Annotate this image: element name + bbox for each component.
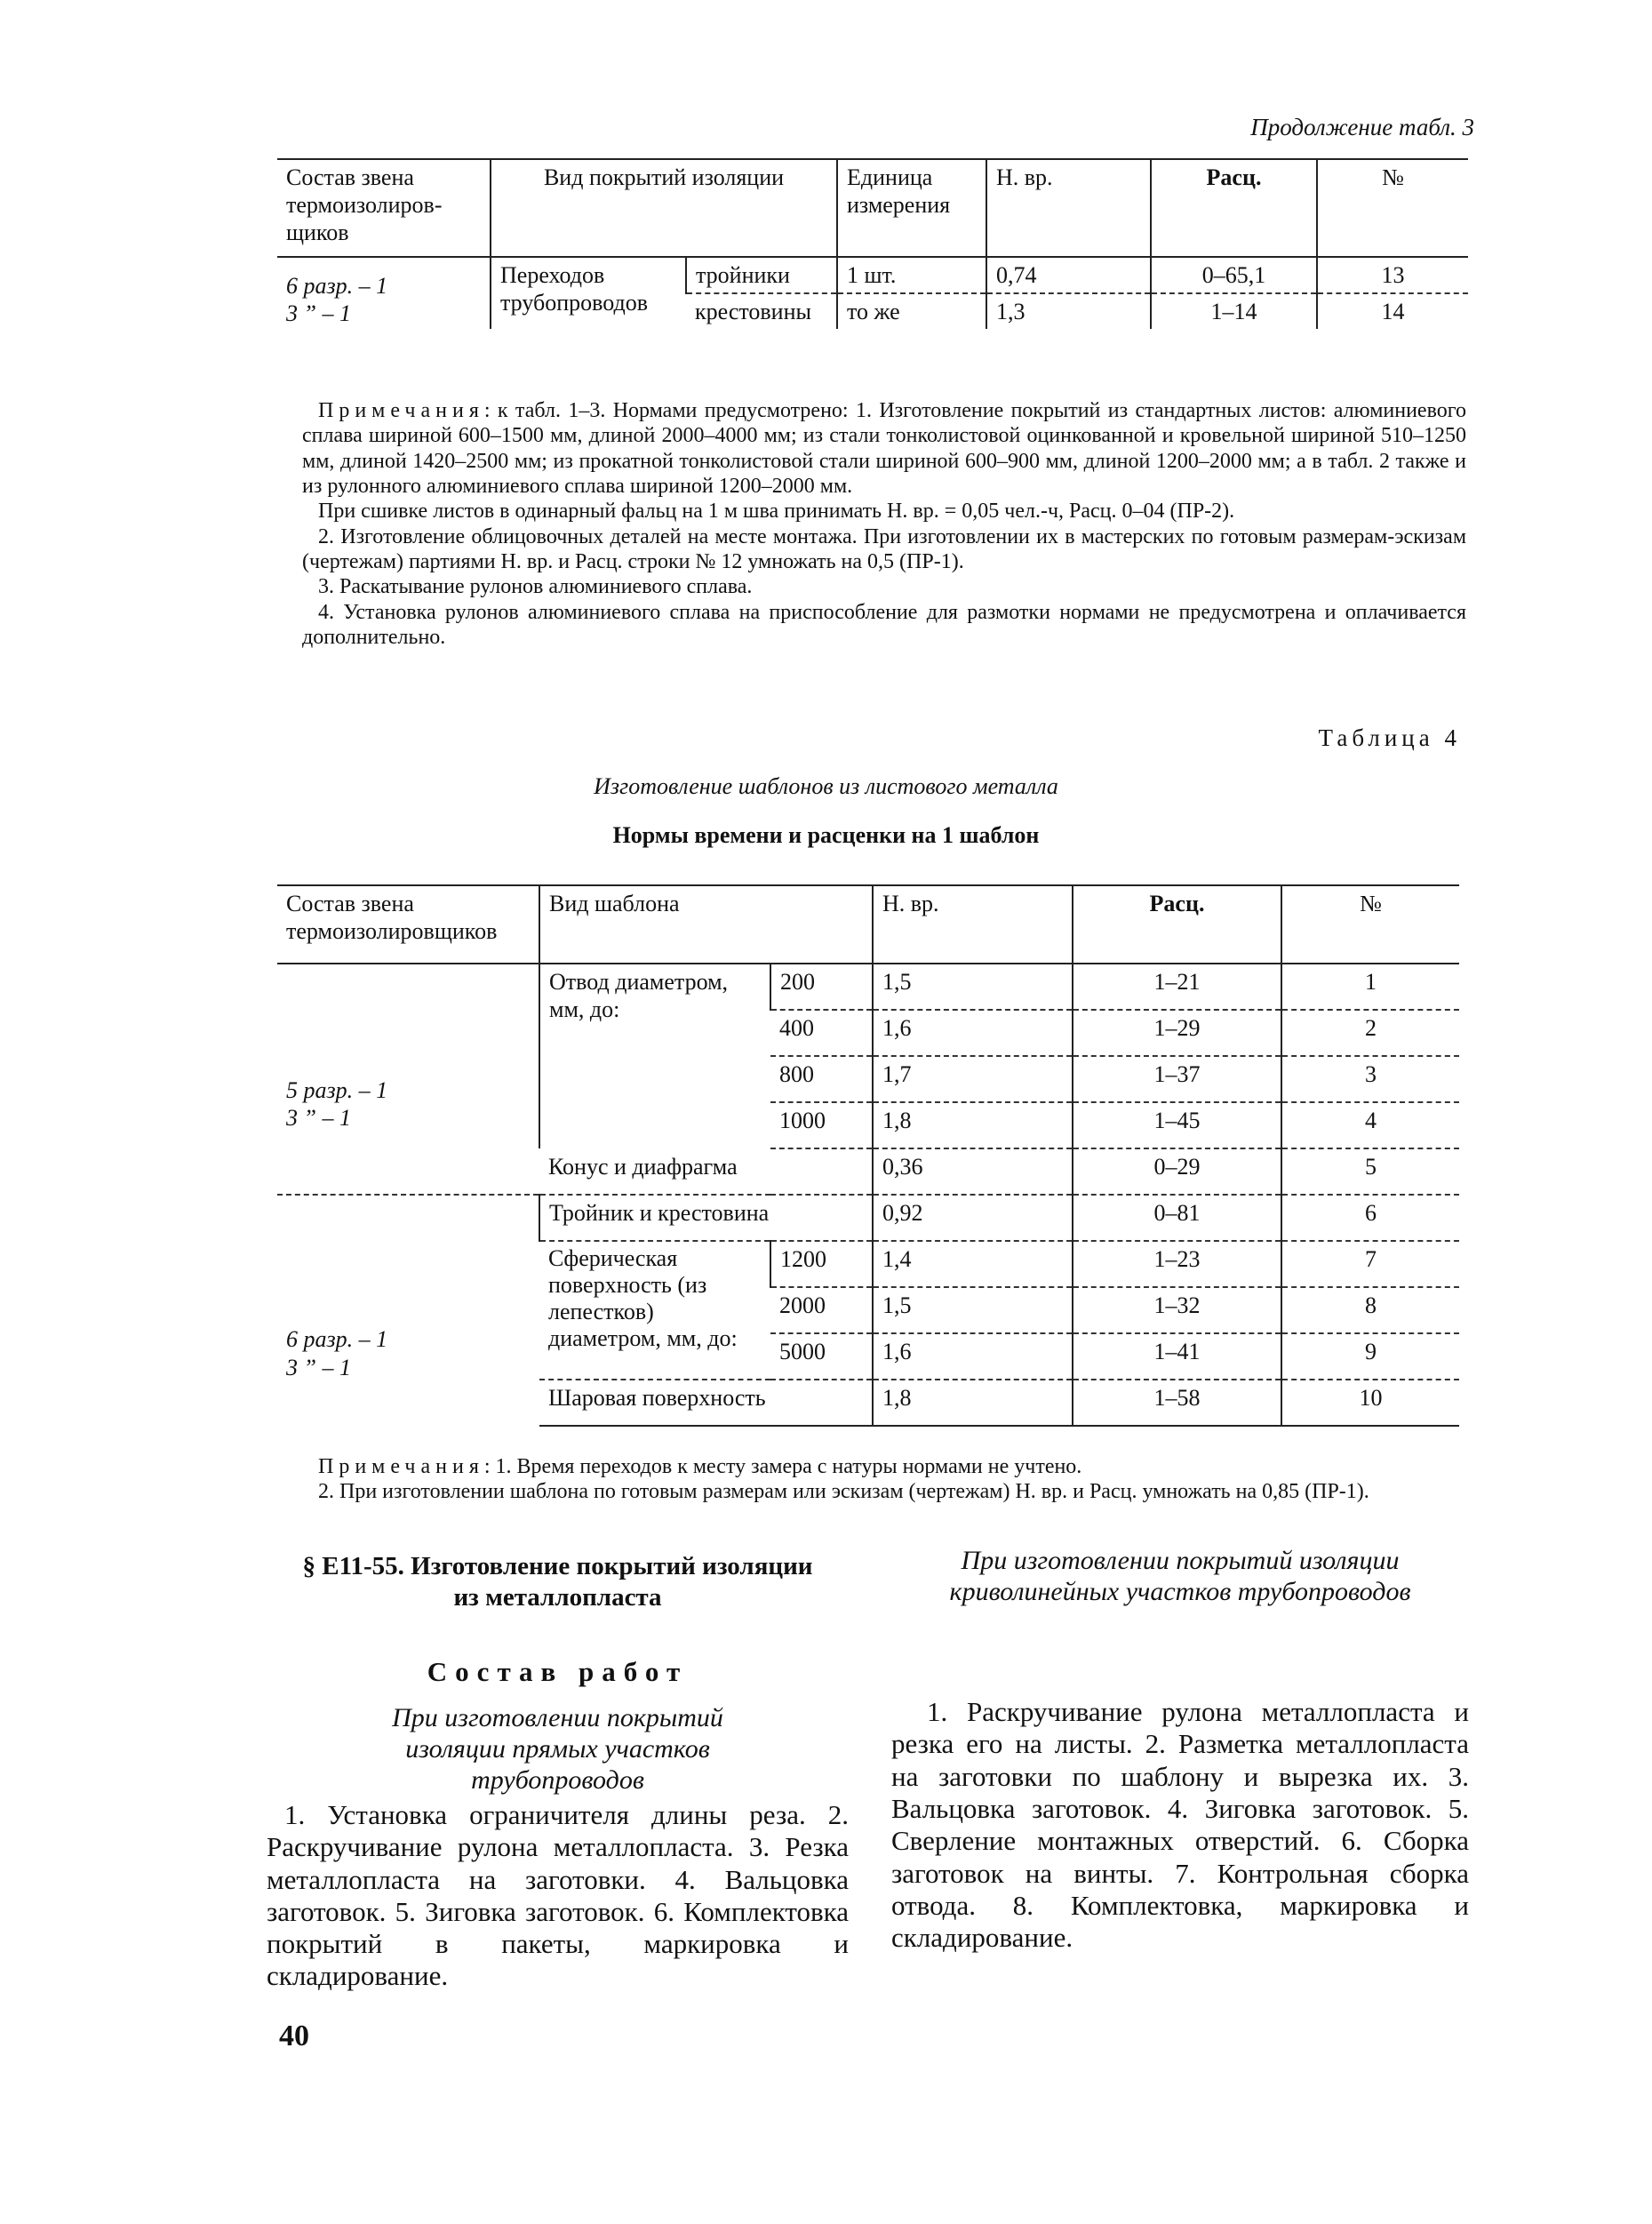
name-cell: Конус и диафрагма [539, 1148, 873, 1195]
right-column [891, 1545, 1469, 1954]
num-cell: 7 [1281, 1241, 1459, 1287]
header-unit: Единица измерения [837, 159, 986, 257]
note-text: : 1. Время переходов к месту замера с натуры нормами не учтено. [483, 1455, 1082, 1478]
left-text: 1. Установка ограничителя длины реза. 2. Раскручивание рулона металлопласта. 3. Резка металлопласта на заготовки. 4. Вальцовка заготовок. 5. Зиговка заготовок. 6. Комплектовка покрытий в пакеты, маркировка и складирование. [267, 1799, 849, 1992]
num-cell: 8 [1281, 1287, 1459, 1333]
nvr-cell: 1,6 [873, 1010, 1073, 1056]
table-row [277, 257, 1468, 293]
rasc-cell: 1–21 [1073, 964, 1281, 1010]
table-4-label: Таблица 4 [1318, 724, 1461, 751]
crew-line: 6 разр. – 1 [286, 1326, 388, 1353]
section-heading: § Е11-55. Изготовление покрытий изоляции из металлопласта [302, 1552, 813, 1612]
header-rasc: Расц. [1073, 885, 1281, 964]
nvr-cell: 1,8 [873, 1102, 1073, 1148]
nvr-cell: 1,6 [873, 1333, 1073, 1380]
rasc-cell: 0–29 [1073, 1148, 1281, 1195]
rasc-cell: 1–41 [1073, 1333, 1281, 1380]
table-4 [277, 884, 1459, 1427]
rasc-cell: 1–32 [1073, 1287, 1281, 1333]
table-header-row [277, 159, 1468, 257]
nvr-cell: 0,36 [873, 1148, 1073, 1195]
crew-cell [277, 1195, 539, 1426]
notes-label: Примечания [318, 1455, 484, 1478]
rasc-cell: 1–29 [1073, 1010, 1281, 1056]
nvr-cell: 0,74 [986, 257, 1151, 293]
diameter-cell: 200 [770, 964, 873, 1010]
header-composition: Состав звена термоизолиров-щиков [277, 159, 491, 257]
rasc-cell: 1–45 [1073, 1102, 1281, 1148]
header-type: Вид покрытий изоляции [491, 159, 837, 257]
left-subheading: При изготовлении покрытий изоляции прямых участков трубопроводов [392, 1702, 723, 1796]
crew-line: 3 ” – 1 [286, 300, 351, 327]
crew-line: 3 ” – 1 [286, 1354, 351, 1380]
crew-line: 3 ” – 1 [286, 1105, 351, 1131]
notes-tables-1-3 [302, 398, 1466, 650]
num-cell: 10 [1281, 1380, 1459, 1426]
name-cell: Шаровая поверхность [539, 1380, 873, 1426]
num-cell: 3 [1281, 1056, 1459, 1102]
diameter-cell: 2000 [770, 1287, 873, 1333]
unit-cell: то же [837, 293, 986, 329]
nvr-cell: 1,7 [873, 1056, 1073, 1102]
header-num: № [1281, 885, 1459, 964]
table-4-subtitle: Нормы времени и расценки на 1 шаблон [612, 822, 1040, 848]
diameter-cell: 5000 [770, 1333, 873, 1380]
rasc-cell: 0–81 [1073, 1195, 1281, 1241]
continuation-label: Продолжение табл. 3 [1250, 114, 1474, 140]
notes-table-4 [302, 1454, 1466, 1505]
table-row [277, 1195, 1459, 1241]
num-cell: 9 [1281, 1333, 1459, 1380]
table-row [277, 964, 1459, 1010]
header-num: № [1317, 159, 1468, 257]
note-text: 2. При изготовлении шаблона по готовым размерам или эскизам (чертежам) Н. вр. и Расц. умножать на 0,85 (ПР-1). [318, 1480, 1369, 1504]
group-cell: Сферическая поверхность (из лепестков) диаметром, мм, до: [539, 1241, 770, 1380]
num-cell: 4 [1281, 1102, 1459, 1148]
page-number: 40 [279, 2020, 309, 2052]
nvr-cell: 1,3 [986, 293, 1151, 329]
note-text: 4. Установка рулонов алюминиевого сплава на приспособление для размотки нормами не предусмотрена и оплачивается дополнительно. [302, 600, 1466, 649]
header-type: Вид шаблона [539, 885, 873, 964]
work-composition-title: Состав работ [427, 1655, 689, 1687]
num-cell: 1 [1281, 964, 1459, 1010]
nvr-cell: 1,5 [873, 1287, 1073, 1333]
nvr-cell: 1,4 [873, 1241, 1073, 1287]
num-cell: 13 [1317, 257, 1468, 293]
header-rasc: Расц. [1151, 159, 1317, 257]
name-cell: Тройник и крестовина [539, 1195, 873, 1241]
crew-cell [277, 964, 539, 1195]
left-column [267, 1551, 849, 1993]
notes-label: Примечания [318, 399, 484, 422]
rasc-cell: 1–23 [1073, 1241, 1281, 1287]
nvr-cell: 1,8 [873, 1380, 1073, 1426]
note-text: 2. Изготовление облицовочных деталей на месте монтажа. При изготовлении их в мастерских по готовым размерам-эскизам (чертежам) партиями Н. вр. и Расц. строки № 12 умножать на 0,5 (ПР-1). [302, 524, 1466, 573]
rasc-cell: 1–14 [1151, 293, 1317, 329]
crew-cell [277, 257, 491, 329]
rasc-cell: 0–65,1 [1151, 257, 1317, 293]
rasc-cell: 1–58 [1073, 1380, 1281, 1426]
header-nvr: Н. вр. [986, 159, 1151, 257]
note-text: 3. Раскатывание рулонов алюминиевого сплава. [318, 575, 753, 599]
note-text: : к табл. 1–3. Нормами предусмотрено: 1. Изготовление покрытий из стандартных листов: алюминиевого сплава шириной 600–1500 мм, длиной 2000–4000 мм; из стали тонколистовой оцинкованной и кровельной шириной 510–1250 мм, длиной 1420–2500 мм; из прокатной тонколистовой стали шириной 600–900 мм, длиной 1200–2000 мм; а в табл. 2 также и из рулонного алюминиевого сплава шириной 1200–2000 мм. [302, 399, 1466, 498]
table-header-row [277, 885, 1459, 964]
rasc-cell: 1–37 [1073, 1056, 1281, 1102]
group-cell: Отвод диаметром, мм, до: [539, 964, 770, 1148]
sub-cell: тройники [686, 257, 837, 293]
num-cell: 14 [1317, 293, 1468, 329]
sub-cell: крестовины [695, 299, 811, 325]
nvr-cell: 1,5 [873, 964, 1073, 1010]
num-cell: 6 [1281, 1195, 1459, 1241]
diameter-cell: 1200 [770, 1241, 873, 1287]
diameter-cell: 400 [770, 1010, 873, 1056]
right-subheading: При изготовлении покрытий изоляции криволинейных участков трубопроводов [949, 1546, 1411, 1607]
table-4-title: Изготовление шаблонов из листового металла [594, 773, 1058, 799]
right-text: 1. Раскручивание рулона металлопласта и резка его на листы. 2. Разметка металлопласта на заготовки по шаблону и вырезка их. 3. Вальцовка заготовок. 4. Зиговка заготовок. 5. Сверление монтажных отверстий. 6. Сборка заготовок на винты. 7. Контрольная сборка отвода. 8. Комплектовка, маркировка и складирование. [891, 1696, 1469, 1954]
group-cell: Переходов трубопроводов [491, 257, 686, 329]
table-3 [277, 158, 1468, 329]
nvr-cell: 0,92 [873, 1195, 1073, 1241]
diameter-cell: 1000 [770, 1102, 873, 1148]
note-text: При сшивке листов в одинарный фальц на 1 м шва принимать Н. вр. = 0,05 чел.-ч, Расц. 0–04 (ПР-2). [318, 500, 1235, 524]
num-cell: 2 [1281, 1010, 1459, 1056]
unit-cell: 1 шт. [837, 257, 986, 293]
crew-line: 6 разр. – 1 [286, 273, 388, 299]
header-composition: Состав звена термоизолировщиков [277, 885, 539, 964]
num-cell: 5 [1281, 1148, 1459, 1195]
diameter-cell: 800 [770, 1056, 873, 1102]
header-nvr: Н. вр. [873, 885, 1073, 964]
crew-line: 5 разр. – 1 [286, 1076, 388, 1103]
